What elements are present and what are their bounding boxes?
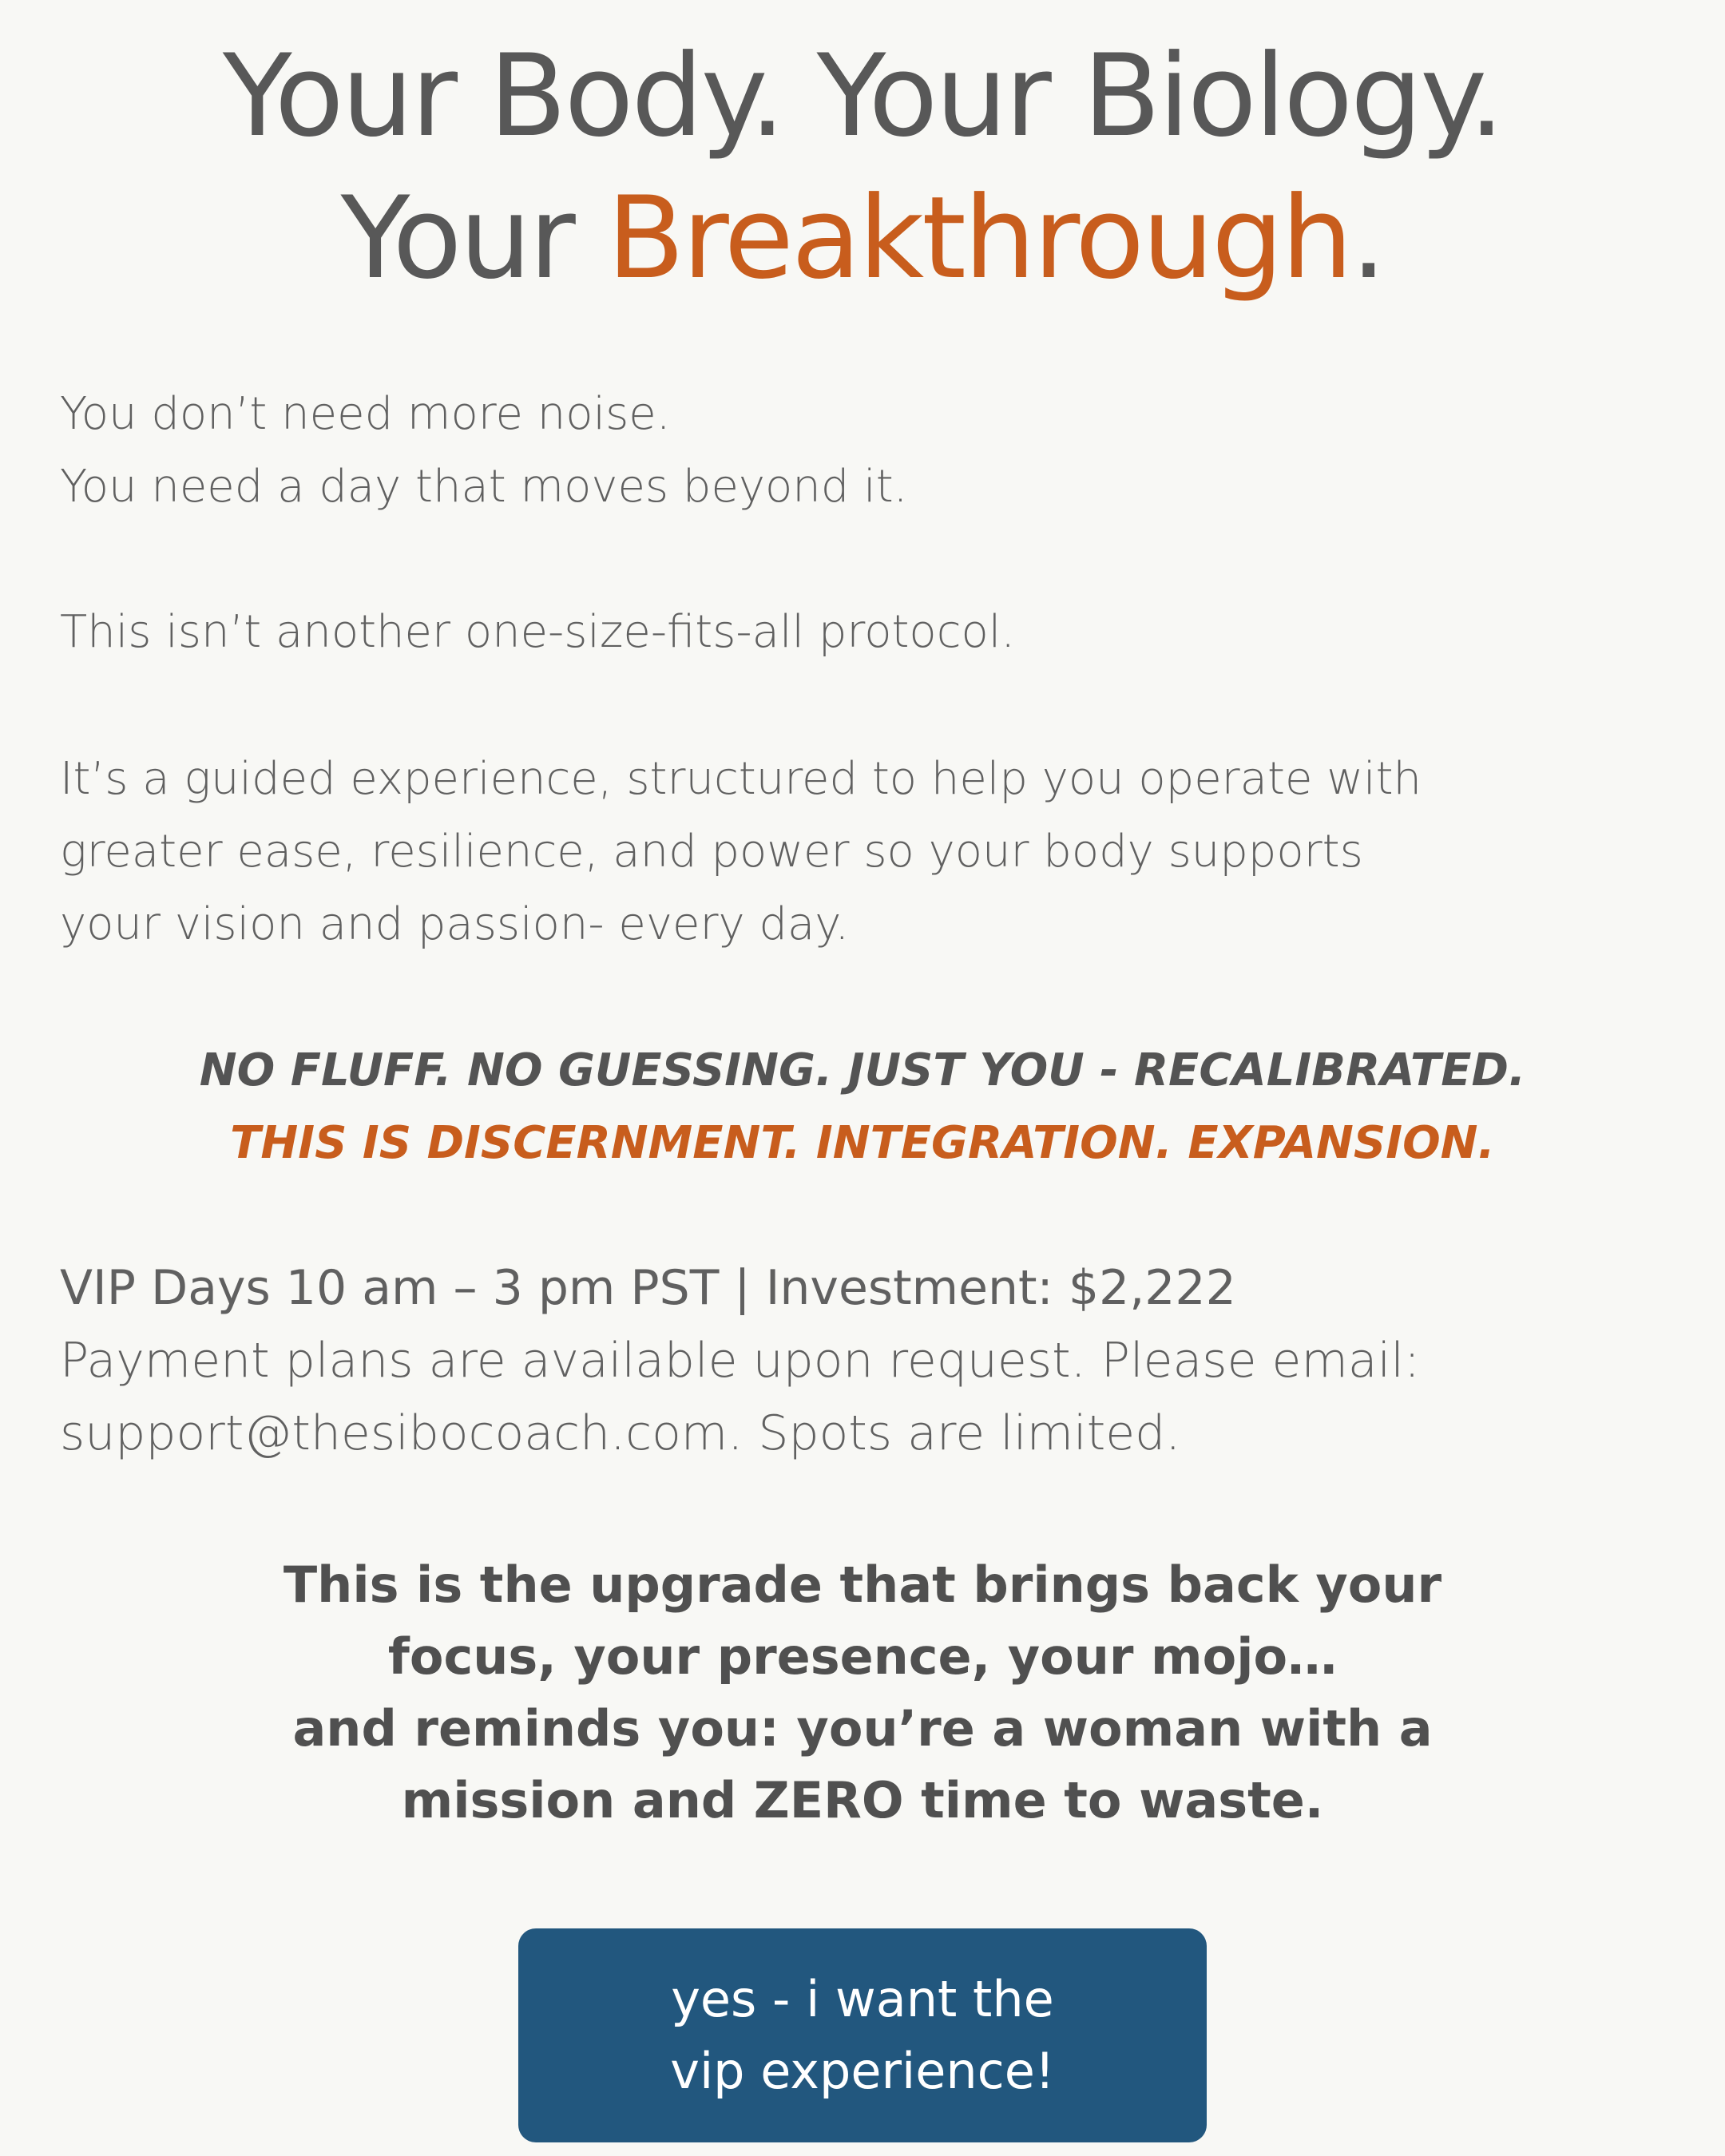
intro-paragraph [60,378,1673,523]
headline-line-2-prefix: Your [340,172,607,304]
experience-line-3: your vision and passion- every day. [60,898,850,950]
experience-line-1: It’s a guided experience, structured to help you operate with [60,753,1422,805]
closing-line-4: mission and ZERO time to waste. [401,1771,1324,1829]
intro-line-1: You don’t need more noise. [60,388,671,440]
payment-plans-line-2: support@thesibocoach.com. Spots are limited. [60,1405,1181,1461]
page-headline [0,26,1725,310]
protocol-line: This isn’t another one-size-fits-all protocol. [60,606,1016,658]
intro-line-2: You need a day that moves beyond it. [60,461,908,513]
closing-line-1: This is the upgrade that brings back your [283,1556,1442,1614]
vip-experience-button[interactable] [518,1928,1207,2142]
tagline-primary: NO FLUFF. NO GUESSING. JUST YOU - RECALIBRATED. [199,1044,1526,1096]
tagline-accent: THIS IS DISCERNMENT. INTEGRATION. EXPANSION. [230,1117,1495,1169]
cta-label-line-2: vip experience! [670,2042,1055,2100]
experience-paragraph [60,743,1673,961]
cta-label-line-1: yes - i want the [671,1970,1054,2028]
cta-label [670,1964,1054,2107]
closing-statement [0,1549,1725,1837]
headline-line-2-suffix: . [1350,172,1385,304]
vip-schedule-price: VIP Days 10 am – 3 pm PST | Investment: $2,222 [60,1260,1236,1316]
experience-line-2: greater ease, resilience, and power so your body supports [60,826,1363,878]
headline-line-1: Your Body. Your Biology. [222,30,1503,162]
closing-line-2: focus, your presence, your mojo… [387,1627,1338,1686]
vip-details-block [60,1252,1673,1470]
headline-accent-word: Breakthrough [606,172,1351,304]
payment-plans-line-1: Payment plans are available upon request. Please email: [60,1333,1421,1389]
closing-line-3: and reminds you: you’re a woman with a [292,1699,1433,1758]
protocol-paragraph [60,596,1673,668]
